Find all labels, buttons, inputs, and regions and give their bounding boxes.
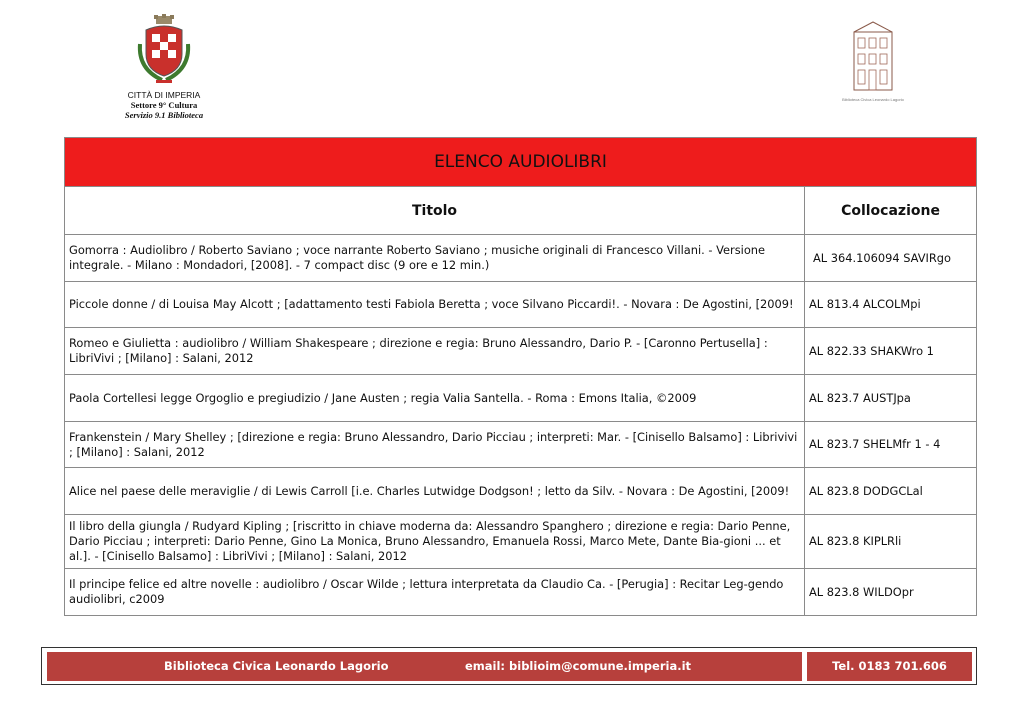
sector-name: Settore 9° Cultura: [130, 100, 198, 110]
book-title: Il libro della giungla / Rudyard Kipling ; [riscritto in chiave moderna da: Alessandro Spanghero ; direzione e regia: Dario Penne, Dario Picciau ; interpreti: Dario Penne, Gino La Monica, Bruno Alessandro, Emanuela Rossi, Marco Mete, Dante Bia-gioni ... et al.]. - [Cinisello Balsamo] : LibriVivi ; [Milano] : Salani, 2012: [65, 515, 805, 569]
book-title: Romeo e Giulietta : audiolibro / William Shakespeare ; direzione e regia: Bruno Alessandro, Dario P. - [Caronno Pertusella] : LibriVivi ; [Milano] : Salani, 2012: [65, 328, 805, 375]
table-row: [65, 515, 977, 569]
footer-email[interactable]: email: biblioim@comune.imperia.it: [465, 659, 692, 673]
book-location: AL 823.8 WILDOpr: [805, 569, 977, 616]
table-row: [65, 282, 977, 328]
service-name: Servizio 9.1 Biblioteca: [124, 110, 204, 120]
library-building-icon: [844, 18, 902, 92]
table-row: [65, 569, 977, 616]
book-title: Paola Cortellesi legge Orgoglio e pregiudizio / Jane Austen ; regia Valia Santella. - Roma : Emons Italia, ©2009: [65, 375, 805, 422]
table-row: [65, 328, 977, 375]
table-row: [65, 468, 977, 515]
book-location: AL 823.8 DODGCLal: [805, 468, 977, 515]
table-row: [65, 375, 977, 422]
library-logo: [838, 18, 908, 102]
footer: [41, 647, 977, 685]
book-title: Gomorra : Audiolibro / Roberto Saviano ; voce narrante Roberto Saviano ; musiche originali di Francesco Villani. - Versione integrale. - Milano : Mondadori, [2008]. - 7 compact disc (9 ore e 12 min.): [65, 235, 805, 282]
audiobook-table: [64, 137, 977, 616]
city-header: [104, 14, 224, 120]
table-row: [65, 235, 977, 282]
book-title: Il principe felice ed altre novelle : audiolibro / Oscar Wilde ; lettura interpretata da Claudio Ca. - [Perugia] : Recitar Leg-gendo audiolibri, c2009: [65, 569, 805, 616]
column-header-location: Collocazione: [805, 187, 977, 235]
book-title: Piccole donne / di Louisa May Alcott ; [adattamento testi Fabiola Beretta ; voce Silvano Piccardi!. - Novara : De Agostini, [2009!: [65, 282, 805, 328]
library-logo-caption: Biblioteca Civica Leonardo Lagorio: [842, 97, 904, 102]
footer-phone: Tel. 0183 701.606: [807, 652, 972, 681]
table-title: ELENCO AUDIOLIBRI: [65, 138, 977, 187]
book-location: AL 823.7 SHELMfr 1 - 4: [805, 422, 977, 468]
column-header-title: Titolo: [65, 187, 805, 235]
table-row: [65, 422, 977, 468]
city-name: CITTÀ DI IMPERIA: [127, 90, 201, 100]
book-title: Alice nel paese delle meraviglie / di Lewis Carroll [i.e. Charles Lutwidge Dodgson! ; letto da Silv. - Novara : De Agostini, [2009!: [65, 468, 805, 515]
book-location: AL 364.106094 SAVIRgo: [805, 235, 977, 282]
book-location: AL 823.7 AUSTJpa: [805, 375, 977, 422]
city-coat-of-arms-icon: [134, 14, 194, 88]
book-location: AL 823.8 KIPLRli: [805, 515, 977, 569]
book-location: AL 822.33 SHAKWro 1: [805, 328, 977, 375]
footer-library-name: Biblioteca Civica Leonardo Lagorio: [164, 659, 389, 673]
footer-contact-bar: [47, 652, 802, 681]
book-location: AL 813.4 ALCOLMpi: [805, 282, 977, 328]
book-title: Frankenstein / Mary Shelley ; [direzione e regia: Bruno Alessandro, Dario Picciau ; interpreti: Mar. - [Cinisello Balsamo] : Librivivi ; [Milano] : Salani, 2012: [65, 422, 805, 468]
